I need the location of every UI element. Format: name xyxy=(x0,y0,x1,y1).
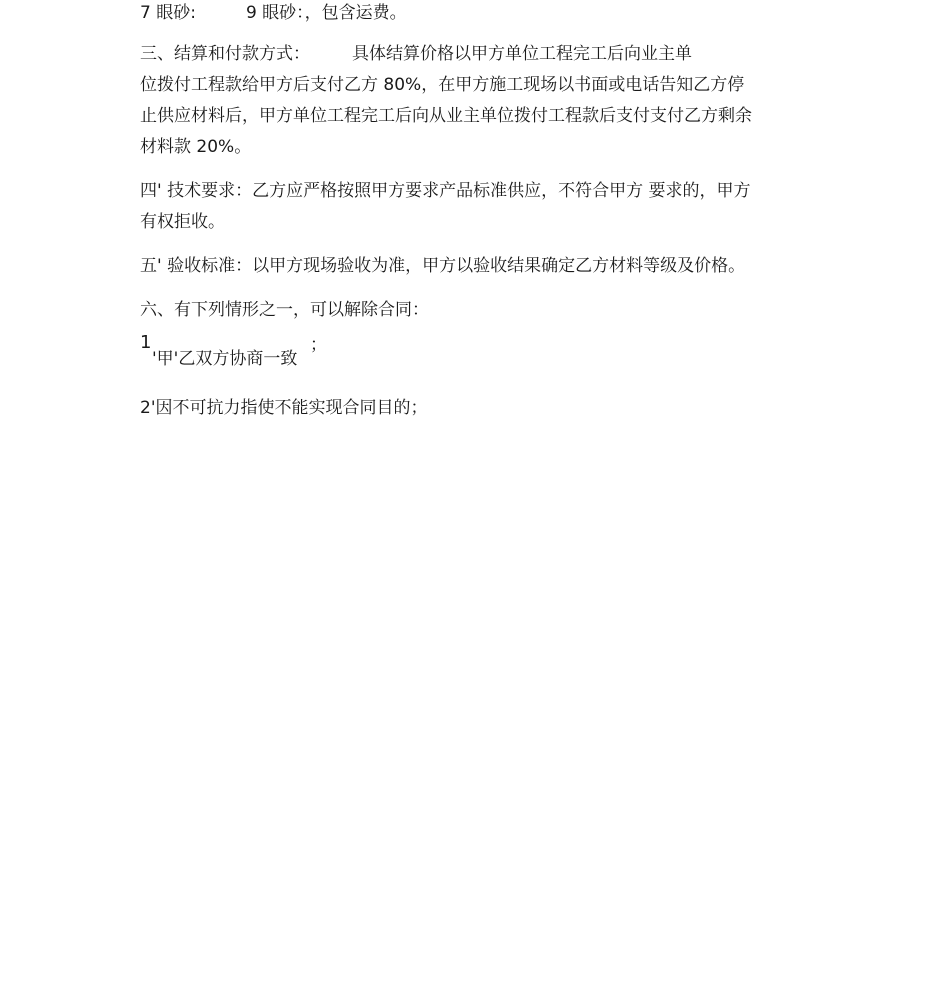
seven-mesh-sand-label: 7 眼砂: xyxy=(140,3,196,23)
section-3-line-1 xyxy=(140,43,692,65)
section-5-line-1: 五' 验收标准：以甲方现场验收为准，甲方以验收结果确定乙方材料等级及价格。 xyxy=(140,256,746,276)
section-4-line-1: 四' 技术要求：乙方应严格按照甲方要求产品标准供应，不符合甲方 要求的，甲方 xyxy=(140,181,751,201)
item-1-text: '甲'乙双方协商一致 xyxy=(152,349,298,369)
section-4-line-2: 有权拒收。 xyxy=(140,212,225,232)
nine-mesh-sand-label: 9 眼砂：，包含运费。 xyxy=(245,3,407,23)
section-6-title: 六、有下列情形之一，可以解除合同： xyxy=(140,300,429,320)
section-3-line-2: 位拨付工程款给甲方后支付乙方 80%，在甲方施工现场以书面或电话告知乙方停 xyxy=(140,75,745,95)
section-3-line-4: 材料款 20%。 xyxy=(140,137,252,157)
item-1-semicolon: ； xyxy=(310,335,327,355)
materials-line xyxy=(140,2,407,24)
item-2-text: 2'因不可抗力指使不能实现合同目的； xyxy=(140,398,428,418)
section-3-text-1: 具体结算价格以甲方单位工程完工后向业主单 xyxy=(352,44,692,64)
item-1-number: 1 xyxy=(140,332,152,353)
section-3-title: 三、结算和付款方式： xyxy=(140,44,310,64)
section-3-line-3: 止供应材料后，甲方单位工程完工后向从业主单位拨付工程款后支付支付乙方剩余 xyxy=(140,106,752,126)
